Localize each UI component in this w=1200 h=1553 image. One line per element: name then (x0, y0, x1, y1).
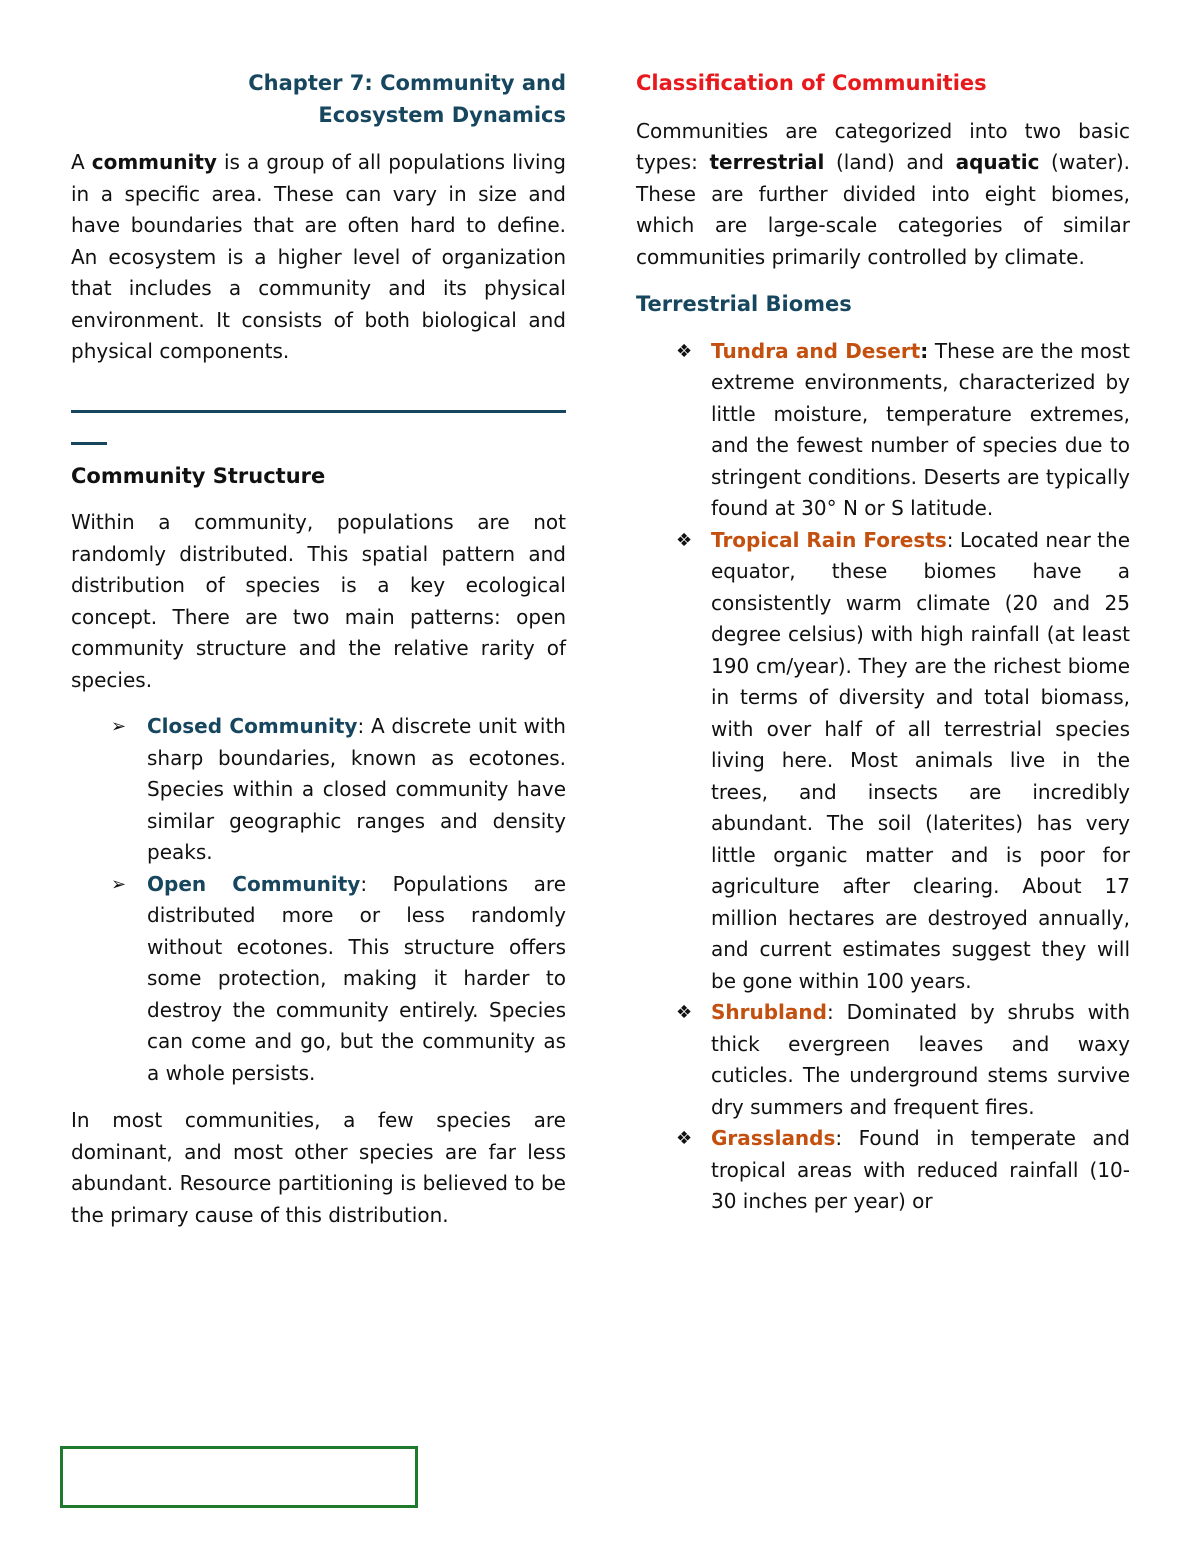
short-rule (71, 442, 107, 445)
term: Shrubland (711, 1000, 827, 1024)
title-line-2: Ecosystem Dynamics (318, 102, 566, 127)
separator: : (835, 1126, 843, 1150)
diamond-bullet-icon: ❖ (676, 529, 693, 551)
term: Grasslands (711, 1126, 836, 1150)
left-column (71, 68, 566, 1231)
separator: : (920, 338, 929, 363)
empty-green-box (60, 1446, 418, 1508)
list-item (636, 525, 1130, 998)
terrestrial-biomes-heading: Terrestrial Biomes (636, 292, 852, 316)
horizontal-rule (71, 410, 566, 413)
classification-heading: Classification of Communities (636, 71, 987, 95)
arrow-bullet-icon: ➢ (111, 716, 127, 737)
separator: : (946, 527, 954, 552)
section-heading: Community Structure (71, 463, 326, 488)
list-item (71, 869, 566, 1090)
arrow-bullet-icon: ➢ (111, 873, 127, 895)
text: Dominated by shrubs with thick evergreen leaves and waxy cuticles. The underground stems survive dry summers and frequent fires. (711, 1000, 1130, 1119)
term-aquatic: aquatic (955, 150, 1040, 174)
text: (land) and (824, 150, 956, 174)
biome-list (636, 336, 1130, 1218)
closing-paragraph: In most communities, a few species are dominant, and most other species are far less abundant. Resource partitioning is believed to be the primary cause of this distribution. (71, 1108, 566, 1227)
term: Tundra and Desert (711, 338, 921, 363)
term: Open Community (147, 871, 361, 896)
text: Communities are categorized into two basic types: (636, 118, 1130, 174)
list-item (636, 1123, 1130, 1218)
text: (water). These are further divided into eight biomes, which are large-scale categories of similar communities primarily controlled by climate. (636, 150, 1130, 269)
term: Tropical Rain Forests (711, 527, 947, 552)
text: : Populations are distributed more or less randomly without ecotones. This structure offers some protection, making it harder to destroy the community entirely. Species can come and go, but the community as a whole persists. (147, 871, 566, 1085)
separator: : (826, 1000, 834, 1024)
list-item (636, 997, 1130, 1123)
list-item (636, 336, 1130, 525)
text: : A discrete unit with sharp boundaries, known as ecotones. Species within a closed community have similar geographic ranges and density peaks. (147, 714, 566, 864)
text: Located near the equator, these biomes have a consistently warm climate (20 and 25 degree celsius) with high rainfall (at least 190 cm/year). They are the richest biome in terms of diversity and total biomass, with over half of all terrestrial species living here. Most animals live in the trees, and insects are incredibly abundant. The soil (laterites) has very little organic matter and is poor for agriculture after clearing. About 17 million hectares are destroyed annually, and current estimates suggest they will be gone within 100 years. (711, 527, 1130, 993)
right-column (636, 68, 1130, 1218)
term-terrestrial: terrestrial (709, 150, 825, 174)
text: is a group of all populations living in a specific area. These can vary in size and have boundaries that are often hard to define. An ecosystem is a higher level of organization that includes a community and its physical environment. It consists of both biological and physical components. (71, 150, 566, 363)
diamond-bullet-icon: ❖ (676, 340, 693, 362)
diamond-bullet-icon: ❖ (676, 1128, 693, 1149)
text: A (71, 150, 92, 174)
chapter-title (71, 68, 566, 131)
text: Found in temperate and tropical areas with reduced rainfall (10-30 inches per year) or (711, 1126, 1130, 1213)
title-line-1: Chapter 7: Community and (248, 71, 566, 95)
term: Closed Community (147, 714, 358, 738)
term-community: community (91, 150, 217, 174)
list-item (71, 711, 566, 869)
classification-paragraph (636, 116, 1130, 274)
text: These are the most extreme environments, characterized by little moisture, temperature extremes, and the fewest number of species due to stringent conditions. Deserts are typically found at 30° N or S latitude. (711, 338, 1131, 520)
intro-paragraph (71, 147, 566, 368)
structure-paragraph: Within a community, populations are not randomly distributed. This spatial pattern and distribution of species is a key ecological concept. There are two main patterns: open community structure and the relative rarity of species. (71, 510, 566, 692)
diamond-bullet-icon: ❖ (676, 1002, 693, 1023)
community-type-list (71, 711, 566, 1089)
